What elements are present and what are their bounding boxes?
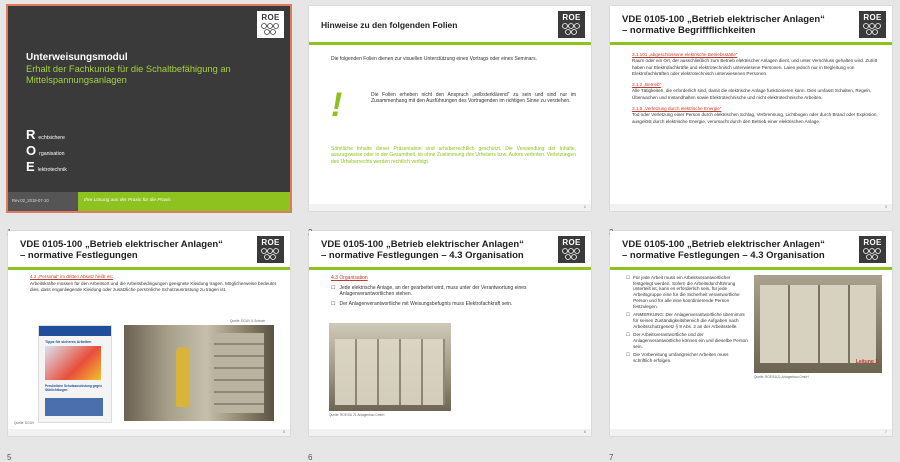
title-divider [610, 42, 892, 45]
copyright-paragraph: Sämtliche Inhalte dieser Präsentation sind urheberrechtlich geschützt. Die Verwendung der Inhalte, auszugsweise oder in der Gesamtheit, ist ohne Zustimmung des Urhebers bzw. Autors verboten. Verletzungen des Urheberrechts werden rechtlich verfolgt. [331, 146, 576, 165]
slide-footer: 2 [309, 204, 591, 211]
title-divider [309, 267, 591, 270]
image-source: Quelle: DGUV & Schroer [230, 319, 266, 323]
slide-thumbnail-6[interactable] [308, 231, 591, 462]
slide-2[interactable] [309, 6, 591, 211]
poster-subtitle: Persönliche Schutzausrüstung gegen Störlichtbogen [45, 384, 103, 392]
bullet-list: ☐ Für jede Arbeit muss ein Arbeitsverantwortlicher festgelegt werden. Sofern die Arbeitsdurchführung unterteilt ist, kann es erforderlich sein, für jede Arbeitsgruppe eine für die Sicherheit verantwortliche Person und für alle eine koordinierende Person festzulegen. ☐ ANMERKUNG: Der Anlagenverantwortliche übernimmt für seinen Zuständigkeitsbereich die Aufgaben nach Arbeitsschutzgesetz § 8 Abs. 2 an der Arbeitsstelle. ☐ Der Arbeitsverantwortliche und der Anlagenverantwortliche können ein und dieselbe Person sein. ☐ Die Vorbereitung umfangreicher Arbeiten muss schriftlich erfolgen. [626, 275, 748, 364]
roe-logo: ROE [558, 11, 585, 38]
title-divider [309, 42, 591, 45]
slide-5[interactable] [8, 231, 290, 436]
slide-thumbnail-2[interactable] [309, 6, 591, 225]
module-title: Unterweisungsmodul [26, 52, 128, 63]
slide-title: VDE 0105-100 „Betrieb elektrischer Anlagen“ – normative Festlegungen – 4.3 Organisation [321, 239, 524, 261]
slide-thumbnail-5[interactable] [7, 231, 290, 462]
roe-logo: ROE [558, 236, 585, 263]
slide-thumbnail-7[interactable] [609, 231, 892, 462]
photo-caption: Quelle: ROE/SU 21 Anlagenbau GmbH [329, 413, 385, 417]
title-divider [610, 267, 892, 270]
revision-label: Rev.02_2019-07-10 [12, 198, 49, 203]
slide-footer: 7 [610, 429, 892, 436]
slide-title: VDE 0105-100 „Betrieb elektrischer Anlagen“ – normative Festlegungen [20, 239, 223, 261]
module-subtitle: Erhalt der Fachkunde für die Schaltbefähigung an Mittelspannungsanlagen [26, 64, 231, 85]
slide-number: 6 [308, 453, 313, 462]
definitions: 3.1.101 „abgeschlossene elektrische Betriebsstätte“ Raum oder ein Ort, der ausschließlich zum Betrieb elektrischer Anlagen dient, und unter Verschluss gehalten wird. Zutritt haben nur Elektrofachkräfte und elektrotechnisch unterwiesene Personen. Laien jedoch nur in Begleitung von Elektrofachkräften oder elektrotechnisch unterwiesenen Personen. 3.1.2 „Betrieb“ Alle Tätigkeiten, die erforderlich sind, damit die elektrische Anlage funktionieren kann. Dies umfasst Schalten, Regeln, Überwachen und Instandhalten sowie Elektrotechnische und nicht elektrotechnische Arbeiten. 3.1.6 „Verletzung durch elektrische Energie“ Tod oder Verletzung einer Person durch elektrischen Schlag, Verbrennung, Lichtbogen oder durch Brand oder Explosion, ausgelöst durch elektrische Energie, verursacht durch den Betrieb einer elektrischen Anlage. [632, 52, 878, 124]
red-label: Leitung 1 [855, 359, 878, 365]
slide-thumbnail-3[interactable] [610, 6, 892, 225]
slide-7[interactable] [610, 231, 892, 436]
slide-6[interactable] [309, 231, 591, 436]
roe-logo: ROE [859, 11, 886, 38]
worker-photo [124, 325, 274, 421]
poster-image [38, 325, 112, 423]
poster-source: Quelle: DGUV [14, 421, 35, 425]
switchgear-photo [754, 275, 882, 373]
photo-caption: Quelle: ROE/SU21 Anlagenbau GmbH [754, 375, 809, 379]
slide-title: VDE 0105-100 „Betrieb elektrischer Anlagen“ – normative Festlegungen – 4.3 Organisation [622, 239, 825, 261]
notice-paragraph: Die Folien erheben nicht den Anspruch „selbsterklärend“ zu sein und sind nur im Zusammenhang mit den Ausführungen des Vortragenden im richtigen Sinne zu verstehen. [371, 92, 576, 105]
roe-logo: ROE [257, 236, 284, 263]
section-heading: 4.2 „Personal“ im dritten Absatz heißt es: [30, 274, 113, 279]
slide-number: 7 [609, 453, 614, 462]
switchgear-photo [329, 323, 451, 411]
slide-title: VDE 0105-100 „Betrieb elektrischer Anlagen“ – normative Begriffflichkeiten [622, 14, 825, 36]
tagline: Ihre Lösung aus der Praxis für die Praxis [84, 198, 171, 203]
intro-paragraph: Die folgenden Folien dienen zur visuellen Unterstützung eines Vortrags oder eines Seminars. [331, 56, 537, 62]
slide-number: 5 [7, 453, 12, 462]
tagline-bar [8, 192, 290, 211]
slide-footer: 6 [309, 429, 591, 436]
section-text: Arbeitskräfte müssen für den Arbeitsort und die Arbeitsbedingungen geeignete Kleidung tragen. Möglicherweise bedeutet dies, dass enganliegende Kleidung oder zusätzliche persönliche Schutzausrüstung zu tragen ist. [30, 281, 276, 293]
slide-footer: 5 [8, 429, 290, 436]
exclamation-icon: ! [331, 86, 343, 124]
section-heading: 4.3 Organisation [331, 275, 368, 281]
roe-acronym: Rechtsichere Organisation Elektrotechnik [26, 127, 67, 174]
poster-title: Tipps für sicheres Arbeiten [45, 340, 92, 344]
roe-logo: ROE [859, 236, 886, 263]
slide-thumbnail-1[interactable] [8, 6, 290, 225]
slide-1[interactable] [8, 6, 290, 211]
title-divider [8, 267, 290, 270]
slide-3[interactable] [610, 6, 892, 211]
slide-footer: 3 [610, 204, 892, 211]
bullet-list: ☐ Jede elektrische Anlage, an der gearbeitet wird, muss unter der Verantwortung eines Anlagenverantwortlichen stehen. ☐ Der Anlagenverantwortliche mit Weisungsbefugnis muss Elektrofachkraft sein. [331, 285, 527, 307]
roe-logo: ROE [257, 11, 284, 38]
slide-title: Hinweise zu den folgenden Folien [321, 20, 458, 30]
